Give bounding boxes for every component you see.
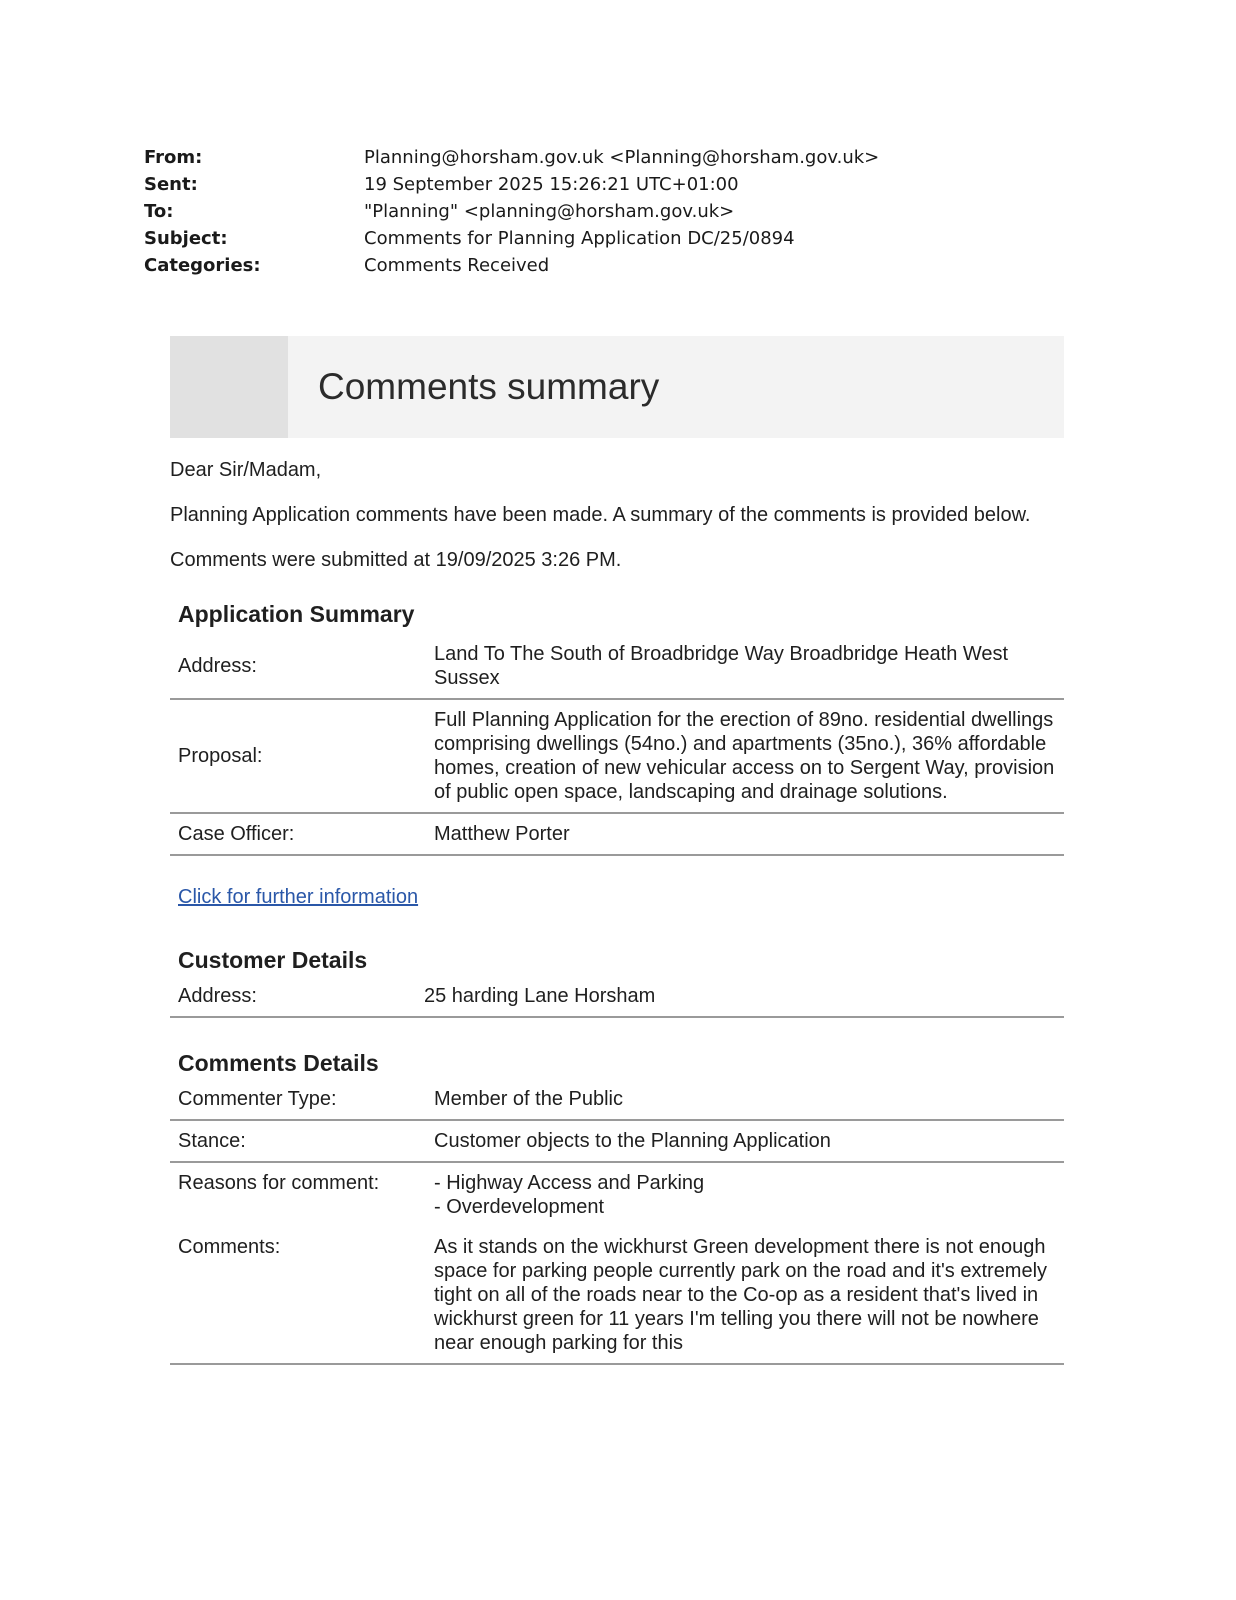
subject-label: Subject: [144,228,228,249]
comments-details-heading: Comments Details [178,1050,379,1076]
email-header [144,144,879,279]
categories-row [144,252,879,279]
further-info-link[interactable]: Click for further information [178,886,419,908]
greeting: Dear Sir/Madam, [170,459,322,481]
application-summary-table [170,634,1064,856]
customer-address-value: 25 harding Lane Horsham [416,976,1064,1017]
banner-title: Comments summary [318,366,660,407]
table-row [170,1120,1064,1162]
to-value: "Planning" <planning@horsham.gov.uk> [364,201,735,222]
table-row [170,1162,1064,1227]
comments-details-section [170,1050,1064,1365]
subject-row [144,225,879,252]
sent-row [144,171,879,198]
sent-value: 19 September 2025 15:26:21 UTC+01:00 [364,174,739,195]
categories-value: Comments Received [364,255,550,276]
to-label: To: [144,201,174,222]
reasons-value [426,1162,1064,1227]
comments-label: Comments: [170,1227,426,1364]
commenter-type-label: Commenter Type: [170,1079,426,1120]
stance-label: Stance: [170,1120,426,1162]
case-officer-value: Matthew Porter [426,813,1064,855]
summary-banner [170,336,1064,438]
to-row [144,198,879,225]
from-label: From: [144,147,203,168]
stance-value: Customer objects to the Planning Application [426,1120,1064,1162]
from-value: Planning@horsham.gov.uk <Planning@horsham.gov.uk> [364,147,880,168]
case-officer-label: Case Officer: [170,813,426,855]
customer-address-label: Address: [170,976,416,1017]
customer-details-table [170,976,1064,1018]
reason-item: - Overdevelopment [434,1196,605,1218]
reasons-label: Reasons for comment: [178,1172,380,1194]
sent-label: Sent: [144,174,198,195]
email-body [170,336,1064,1365]
from-row [144,144,879,171]
categories-label: Categories: [144,255,261,276]
table-row [170,976,1064,1017]
submitted-text: Comments were submitted at 19/09/2025 3:26 PM. [170,549,622,571]
customer-details-section [170,947,1064,1018]
intro-text: Planning Application comments have been made. A summary of the comments is provided below. [170,504,1031,526]
banner-side-block [170,336,288,438]
address-label: Address: [170,634,426,699]
further-info-row [170,886,1064,909]
comments-details-table [170,1079,1064,1365]
table-row [170,813,1064,855]
commenter-type-value: Member of the Public [426,1079,1064,1120]
table-row [170,1227,1064,1364]
table-row [170,1079,1064,1120]
comments-value: As it stands on the wickhurst Green development there is not enough space for parking people currently park on the road and it's extremely tight on all of the roads near to the Co-op as a resident that's lived in wickhurst green for 11 years I'm telling you there will not be nowhere near enough parking for this [426,1227,1064,1364]
proposal-value: Full Planning Application for the erection of 89no. residential dwellings comprising dwellings (54no.) and apartments (35no.), 36% affordable homes, creation of new vehicular access on to Sergent Way, provision of public open space, landscaping and drainage solutions. [426,699,1064,813]
application-summary-section [170,601,1064,909]
table-row [170,634,1064,699]
table-row [170,699,1064,813]
reason-item: - Highway Access and Parking [434,1172,705,1194]
customer-details-heading: Customer Details [178,947,368,973]
address-value: Land To The South of Broadbridge Way Broadbridge Heath West Sussex [426,634,1064,699]
proposal-label: Proposal: [170,699,426,813]
application-summary-heading: Application Summary [178,601,415,627]
subject-value: Comments for Planning Application DC/25/0894 [364,228,795,249]
